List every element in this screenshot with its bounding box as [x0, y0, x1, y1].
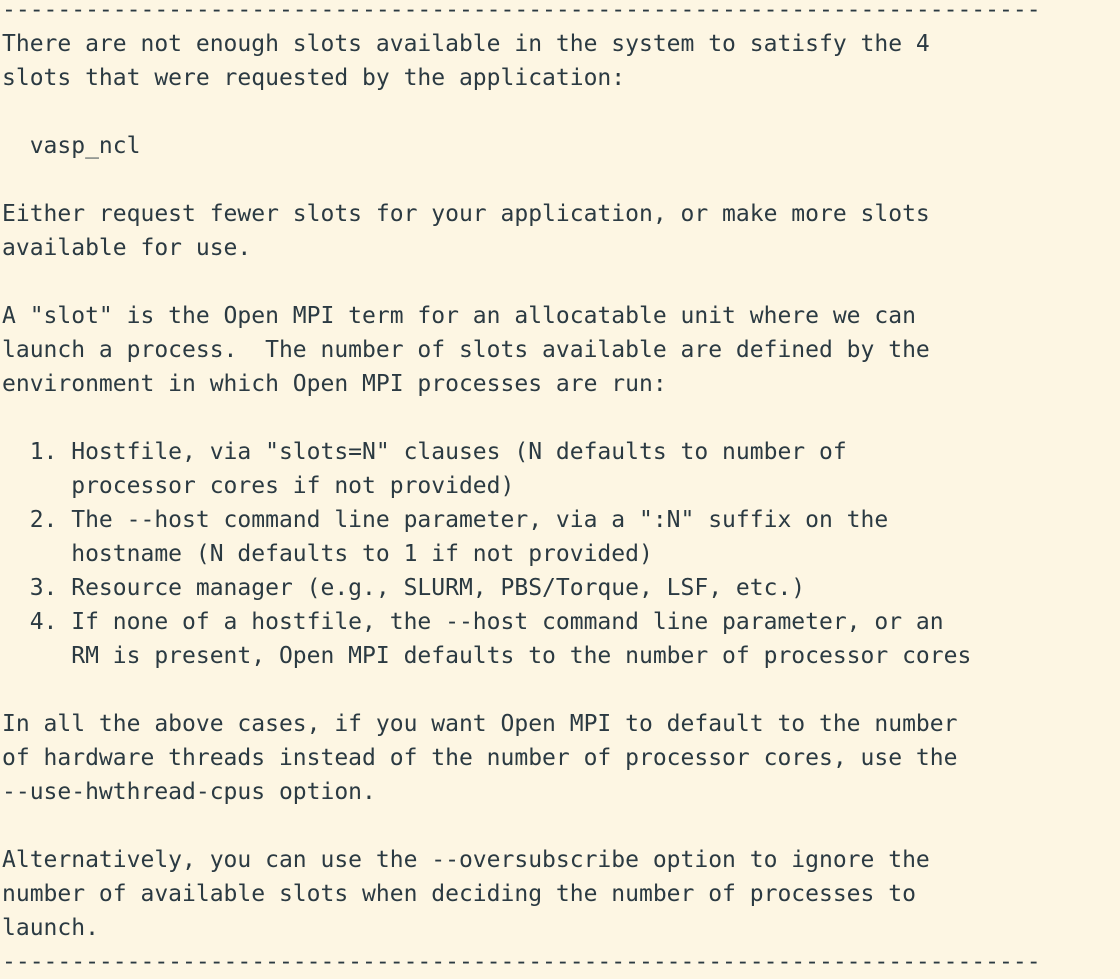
terminal-line: available for use.	[2, 235, 252, 261]
terminal-line	[2, 163, 1041, 197]
terminal-line: slots that were requested by the application:	[2, 65, 626, 91]
terminal-line: hostname (N defaults to 1 if not provided)	[2, 541, 653, 567]
terminal-line: vasp_ncl	[2, 133, 141, 159]
terminal-line: 4. If none of a hostfile, the --host command line parameter, or an	[2, 609, 944, 635]
terminal-line: environment in which Open MPI processes are run:	[2, 371, 667, 397]
terminal-line	[2, 95, 1041, 129]
terminal-line: A "slot" is the Open MPI term for an allocatable unit where we can	[2, 303, 916, 329]
terminal-line	[2, 809, 1041, 843]
terminal-line: 3. Resource manager (e.g., SLURM, PBS/Torque, LSF, etc.)	[2, 575, 806, 601]
terminal-line: 2. The --host command line parameter, via a ":N" suffix on the	[2, 507, 889, 533]
terminal-line: --use-hwthread-cpus option.	[2, 779, 376, 805]
terminal-line: In all the above cases, if you want Open MPI to default to the number	[2, 711, 958, 737]
terminal-line: 1. Hostfile, via "slots=N" clauses (N defaults to number of	[2, 439, 847, 465]
terminal-line: RM is present, Open MPI defaults to the number of processor cores	[2, 643, 972, 669]
terminal-line: ---------------------------------------------------------------------------	[2, 949, 1041, 975]
terminal-line: number of available slots when deciding the number of processes to	[2, 881, 916, 907]
terminal-line	[2, 265, 1041, 299]
terminal-line	[2, 401, 1041, 435]
terminal-line	[2, 673, 1041, 707]
terminal-line: launch a process. The number of slots available are defined by the	[2, 337, 930, 363]
terminal-line: launch.	[2, 915, 99, 941]
terminal-line: ---------------------------------------------------------------------------	[2, 0, 1041, 23]
terminal-line: of hardware threads instead of the number of processor cores, use the	[2, 745, 958, 771]
terminal-line: processor cores if not provided)	[2, 473, 515, 499]
terminal-line: Alternatively, you can use the --oversubscribe option to ignore the	[2, 847, 930, 873]
terminal-output	[2, 0, 1041, 979]
terminal-line: Either request fewer slots for your application, or make more slots	[2, 201, 930, 227]
terminal-line: There are not enough slots available in the system to satisfy the 4	[2, 31, 930, 57]
